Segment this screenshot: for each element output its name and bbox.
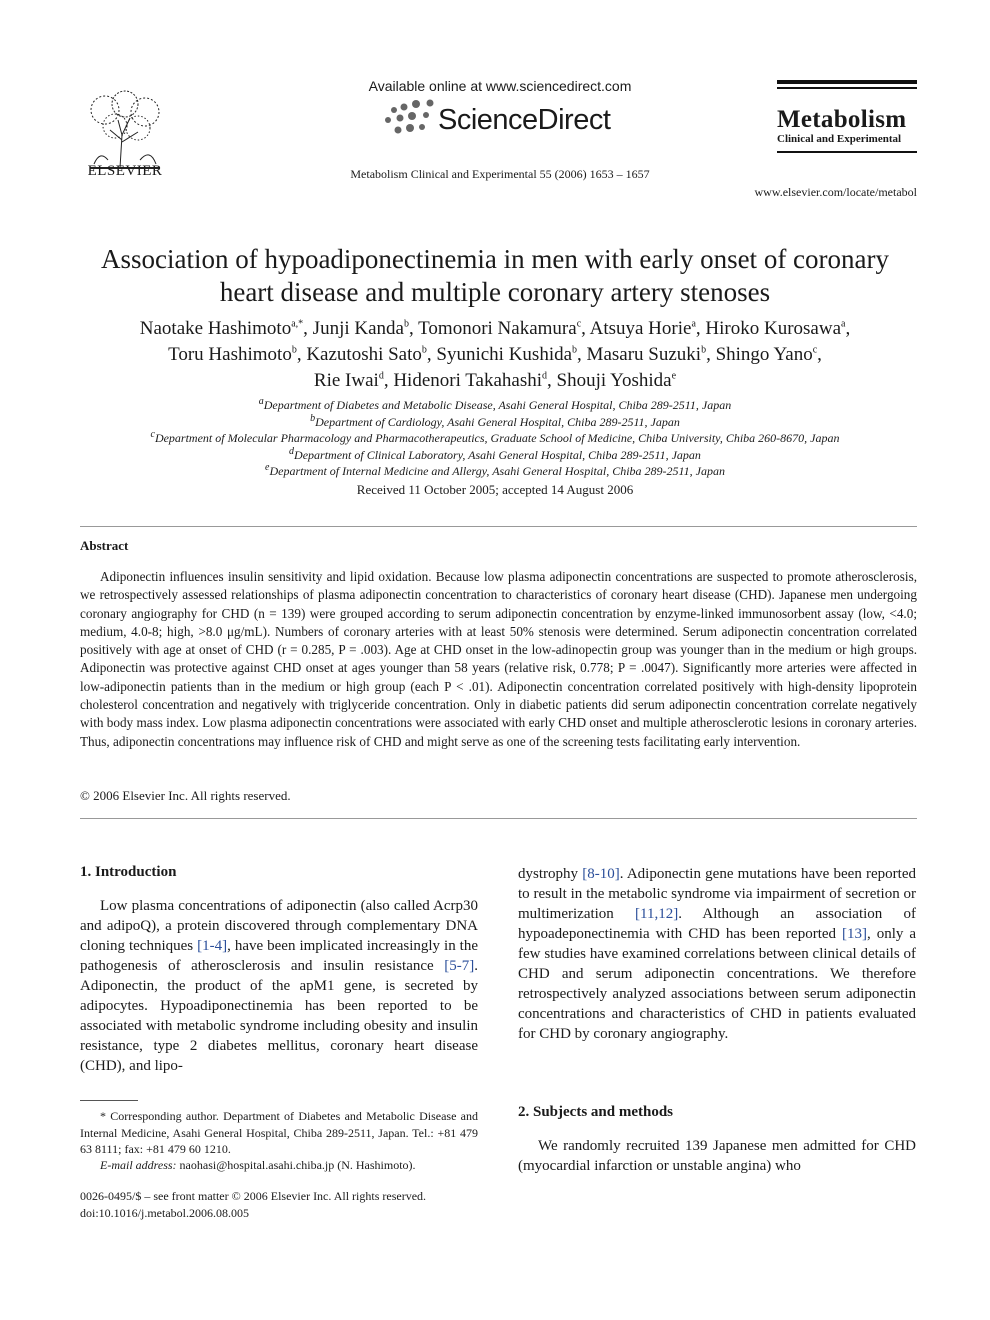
- affiliation: $^b$Department of Cardiology, Asahi General Hospital, Chiba 289-2511, Japan: [310, 412, 680, 429]
- author: Hiroko Kurosawa$^a$,: [705, 318, 851, 339]
- journal-rule-top: [777, 80, 917, 84]
- sciencedirect-wordmark: ScienceDirect: [438, 104, 611, 136]
- author: Rie Iwai$^d$,: [313, 370, 394, 391]
- doi-line[interactable]: doi:10.1016/j.metabol.2006.08.005: [80, 1205, 249, 1220]
- corresponding-author-footnote: * Corresponding author. Department of Diabetes and Metabolic Disease and Internal Medicine, Asahi General Hospital, Chiba 289-2511, Japan. Tel.: +81 479 63 8111; fax: +81 479 60 1210.: [80, 1109, 478, 1156]
- citation-link[interactable]: [11,12]: [635, 906, 679, 922]
- journal-citation: Metabolism Clinical and Experimental 55 (2006) 1653 – 1657: [350, 167, 650, 181]
- methods-paragraph: We randomly recruited 139 Japanese men admitted for CHD (myocardial infarction or unstable angina) who: [518, 1138, 916, 1174]
- author: Naotake Hashimoto$^{a,*}$,: [139, 318, 313, 339]
- article-title: [70, 243, 920, 309]
- affiliation-list: [70, 397, 920, 480]
- affiliation: $^e$Department of Internal Medicine and Allergy, Asahi General Hospital, Chiba 289-2511, Japan: [265, 462, 725, 478]
- author: Shouji Yoshida$^e$: [556, 370, 677, 391]
- section-heading-methods: 2. Subjects and methods: [518, 1104, 674, 1120]
- front-matter: [80, 1188, 426, 1221]
- journal-subtitle: Clinical and Experimental: [777, 133, 902, 145]
- journal-url[interactable]: www.elsevier.com/locate/metabol: [754, 185, 917, 199]
- citation-link[interactable]: [8-10]: [582, 866, 620, 882]
- author: Syunichi Kushida$^b$,: [436, 344, 587, 365]
- author: Toru Hashimoto$^b$,: [168, 344, 307, 365]
- title-line-1: Association of hypoadiponectinemia in men with early onset of coronary: [100, 244, 890, 274]
- received-dates: Received 11 October 2005; accepted 14 August 2006: [356, 482, 634, 497]
- abstract-heading: Abstract: [80, 538, 129, 553]
- abstract-copyright: © 2006 Elsevier Inc. All rights reserved.: [80, 788, 291, 803]
- author: Hidenori Takahashi$^d$,: [393, 370, 557, 391]
- citation-link[interactable]: [5-7]: [444, 958, 475, 974]
- affiliation: $^a$Department of Diabetes and Metabolic Disease, Asahi General Hospital, Chiba 289-2511, Japan: [258, 396, 732, 412]
- author: Kazutoshi Sato$^b$,: [306, 344, 437, 365]
- introduction-paragraph-continued: dystrophy [8-10]. Adiponectin gene mutations have been reported to result in the metabolic syndrome via impairment of secretion or multimerization [11,12]. Although an association of hypoadeponectinemia with CHD has been reported [13], only a few studies have examined correlations between clinical details of CHD and serum adiponectin concentrations. We therefore retrospectively analyzed associations between serum adiponectin concentrations and characteristics of CHD in patients evaluated for CHD by coronary angiography.: [518, 866, 916, 1042]
- title-line-2: heart disease and multiple coronary artery stenoses: [219, 277, 771, 307]
- introduction-paragraph: Low plasma concentrations of adiponectin (also called Acrp30 and adipoQ), a protein discovered through complementary DNA cloning techniques [1-4], have been implicated increasingly in the pathogenesis of atherosclerosis and insulin resistance [5-7]. Adiponectin, the product of the apM1 gene, is secreted by adipocytes. Hypoadiponectinemia has been reported to be associated with metabolic syndrome including obesity and insulin resistance, type 2 diabetes mellitus, coronary heart disease (CHD), and lipo-: [80, 898, 478, 1074]
- affiliation: $^c$Department of Molecular Pharmacology and Pharmacotherapeutics, Graduate School of Medicine, Chiba University, Chiba 260-8670, Japan: [150, 429, 840, 445]
- abstract-rule-top: [80, 526, 917, 527]
- issn-line: 0026-0495/$ – see front matter © 2006 Elsevier Inc. All rights reserved.: [80, 1189, 427, 1203]
- available-online-text: Available online at www.sciencedirect.com: [368, 78, 632, 94]
- section-heading-introduction: 1. Introduction: [80, 864, 177, 880]
- author: Junji Kanda$^b$,: [312, 318, 419, 339]
- affiliation: $^d$Department of Clinical Laboratory, Asahi General Hospital, Chiba 289-2511, Japan: [289, 445, 701, 462]
- citation-link[interactable]: [13]: [842, 926, 867, 942]
- journal-rule-top-thin: [777, 87, 917, 89]
- author: Atsuya Horie$^a$,: [589, 318, 706, 339]
- author-list: [70, 316, 920, 394]
- email-address[interactable]: naohasi@hospital.asahi.chiba.jp (N. Hashimoto).: [179, 1158, 416, 1172]
- abstract-text: Adiponectin influences insulin sensitivity and lipid oxidation. Because low plasma adiponectin concentrations are suspected to promote atherosclerosis, we retrospectively assessed relationships of plasma adiponectin concentration to characteristics of coronary heart disease (CHD). Japanese men undergoing coronary angiography for CHD (n = 139) were grouped according to serum adiponectin concentration by enzyme-linked immunosorbent assay (low, <4.0; medium, 4.0-8; high, >8.0 μg/mL). Numbers of coronary arteries with at least 50% stenosis were determined. Serum adiponectin concentration correlated positively with age at onset of CHD (r = 0.285, P = .003). Age at CHD onset in the low-adinopectin group was younger than in the medium or high groups. Adiponectin was protective against CHD onset at ages younger than 58 years (relative risk, 0.778; P = .0047). Significantly more arteries were affected in low-adiponectin patients than in the medium or high group (each P < .01). Adiponectin concentration correlated positively with high-density lipoprotein cholesterol concentration and negatively with triglyceride concentration. Only in diabetic patients did serum adiponectin concentration correlate negatively with body mass index. Low plasma adiponectin concentrations were associated with early CHD onset and multiple atherosclerotic lesions in coronary arteries. Thus, adiponectin concentrations may influence risk of CHD and might serve as one of the screening tests facilitating early intervention.: [80, 569, 917, 749]
- abstract-rule-bottom: [80, 818, 917, 819]
- email-footnote: E-mail address: naohasi@hospital.asahi.chiba.jp (N. Hashimoto).: [100, 1158, 416, 1172]
- citation-link[interactable]: [1-4]: [197, 938, 228, 954]
- footnote-rule: [80, 1100, 138, 1101]
- author: Tomonori Nakamura$^c$,: [418, 318, 590, 339]
- journal-name: Metabolism: [777, 106, 907, 133]
- publisher-name: ELSEVIER: [87, 163, 163, 179]
- author: Masaru Suzuki$^b$,: [586, 344, 716, 365]
- author: Shingo Yano$^c$,: [715, 344, 822, 365]
- journal-rule-bottom: [777, 151, 917, 153]
